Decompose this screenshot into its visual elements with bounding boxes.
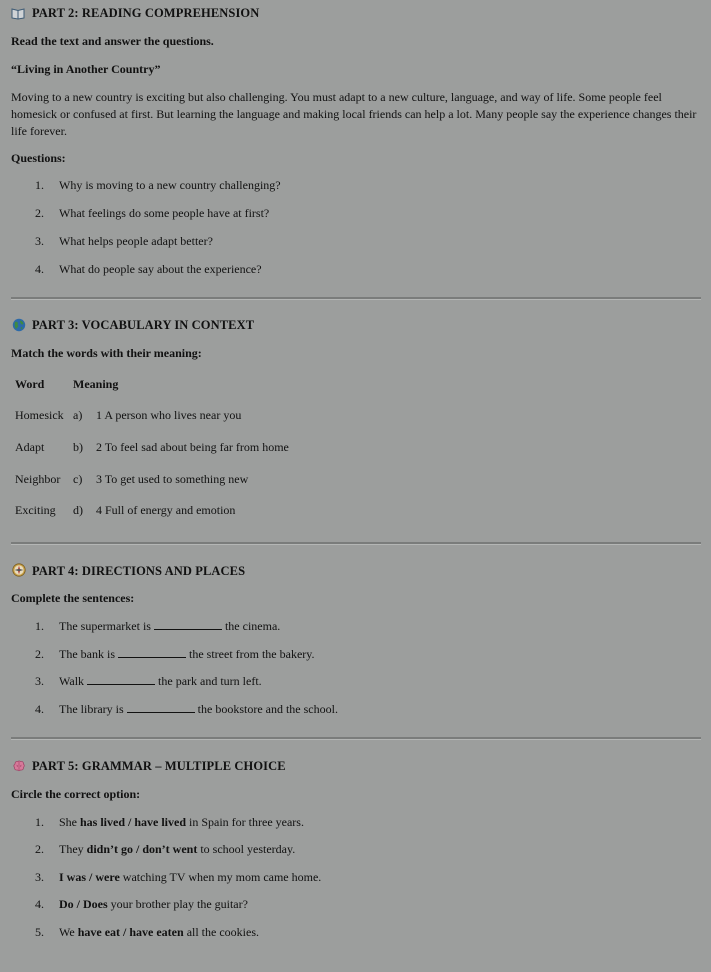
answer-options[interactable]: has lived / have lived — [80, 815, 187, 829]
column-header-word: Word — [15, 377, 45, 391]
compass-icon — [12, 563, 26, 577]
part2-heading: PART 2: READING COMPREHENSION — [32, 6, 260, 20]
question-item: 1. Why is moving to a new country challenging? — [35, 178, 281, 192]
grammar-item: 1. She has lived / have lived in Spain for three years. — [35, 815, 304, 829]
worksheet-page: PART 2: READING COMPREHENSION Read the text and answer the questions. “Living in Another Country” Moving to a new country is exciting but also challenging. You must adapt to a new culture, language, and way of life. Some people feel homesick or confused at first. But learning the language and making local friends can help a lot. Many people say the experience changes their life forever. Questions: 1. Why is moving to a new country challenging? 2. What feelings do some people have at first? 3. What helps people adapt better? 4. What do people say about the experience? PART 3: VOCABULARY IN CONTEXT Match the words with their meaning: Word Meaning Homesick a) 1 A person who lives near you Adapt b) 2 To feel sad about being far from home Neighbor c) 3 To get used to something new Exciting d) 4 Full of energy and emotion PART 4: DIRECTIONS AND PLACES Complete the sentences: 1. The supermarket is the cinema. 2. The bank is the street from the bakery. 3. Walk the park and turn left. 4. The library is the bookstore and the school. PART 5: GRAMMAR – MULTIPLE CHOICE Circle the correct option: 1. She has lived / have lived in Spain for three years. 2. They didn’t go / don’t went to school yesterday. 3. I was / were watching TV when my mom came home. 4. Do / Does your brother play the guitar? 5. We have eat / have eaten all the cookies. — [0, 0, 711, 972]
grammar-item: 2. They didn’t go / don’t went to school yesterday. — [35, 842, 296, 856]
part3-instruction: Match the words with their meaning: — [11, 346, 202, 360]
open-book-icon — [11, 6, 25, 20]
fill-in-sentence: 3. Walk the park and turn left. — [35, 674, 262, 688]
part4-heading: PART 4: DIRECTIONS AND PLACES — [32, 564, 246, 578]
section-divider — [11, 737, 701, 740]
answer-blank[interactable] — [127, 702, 195, 713]
fill-in-sentence: 2. The bank is the street from the bakery. — [35, 647, 315, 661]
answer-blank[interactable] — [87, 674, 155, 685]
part4-instruction: Complete the sentences: — [11, 591, 135, 605]
answer-options[interactable]: I was / were — [59, 870, 120, 884]
grammar-item: 3. I was / were watching TV when my mom came home. — [35, 870, 322, 884]
passage-title: “Living in Another Country” — [11, 62, 161, 76]
fill-in-sentence: 4. The library is the bookstore and the school. — [35, 702, 338, 716]
fill-in-sentence: 1. The supermarket is the cinema. — [35, 619, 281, 633]
globe-icon — [12, 318, 26, 332]
questions-label: Questions: — [11, 151, 66, 165]
section-divider — [11, 297, 701, 300]
reading-passage: Moving to a new country is exciting but also challenging. You must adapt to a new culture, language, and way of life. Some people feel homesick or confused at first. But learning the language and making local friends can help a lot. Many people say the experience changes their life forever. — [11, 90, 697, 138]
question-item: 3. What helps people adapt better? — [35, 234, 213, 248]
column-header-meaning: Meaning — [73, 377, 119, 391]
section-divider — [11, 542, 701, 545]
question-item: 2. What feelings do some people have at first? — [35, 206, 270, 220]
question-item: 4. What do people say about the experience? — [35, 262, 262, 276]
answer-blank[interactable] — [154, 619, 222, 630]
answer-options[interactable]: have eat / have eaten — [77, 925, 184, 939]
answer-options[interactable]: didn’t go / don’t went — [86, 842, 198, 856]
part2-instruction: Read the text and answer the questions. — [11, 34, 214, 48]
answer-options[interactable]: Do / Does — [59, 897, 108, 911]
brain-icon — [12, 759, 26, 773]
part5-instruction: Circle the correct option: — [11, 787, 141, 801]
part5-heading: PART 5: GRAMMAR – MULTIPLE CHOICE — [32, 759, 286, 773]
part3-heading: PART 3: VOCABULARY IN CONTEXT — [32, 318, 255, 332]
grammar-item: 5. We have eat / have eaten all the cookies. — [35, 925, 259, 939]
answer-blank[interactable] — [118, 647, 186, 658]
grammar-item: 4. Do / Does your brother play the guitar? — [35, 897, 248, 911]
